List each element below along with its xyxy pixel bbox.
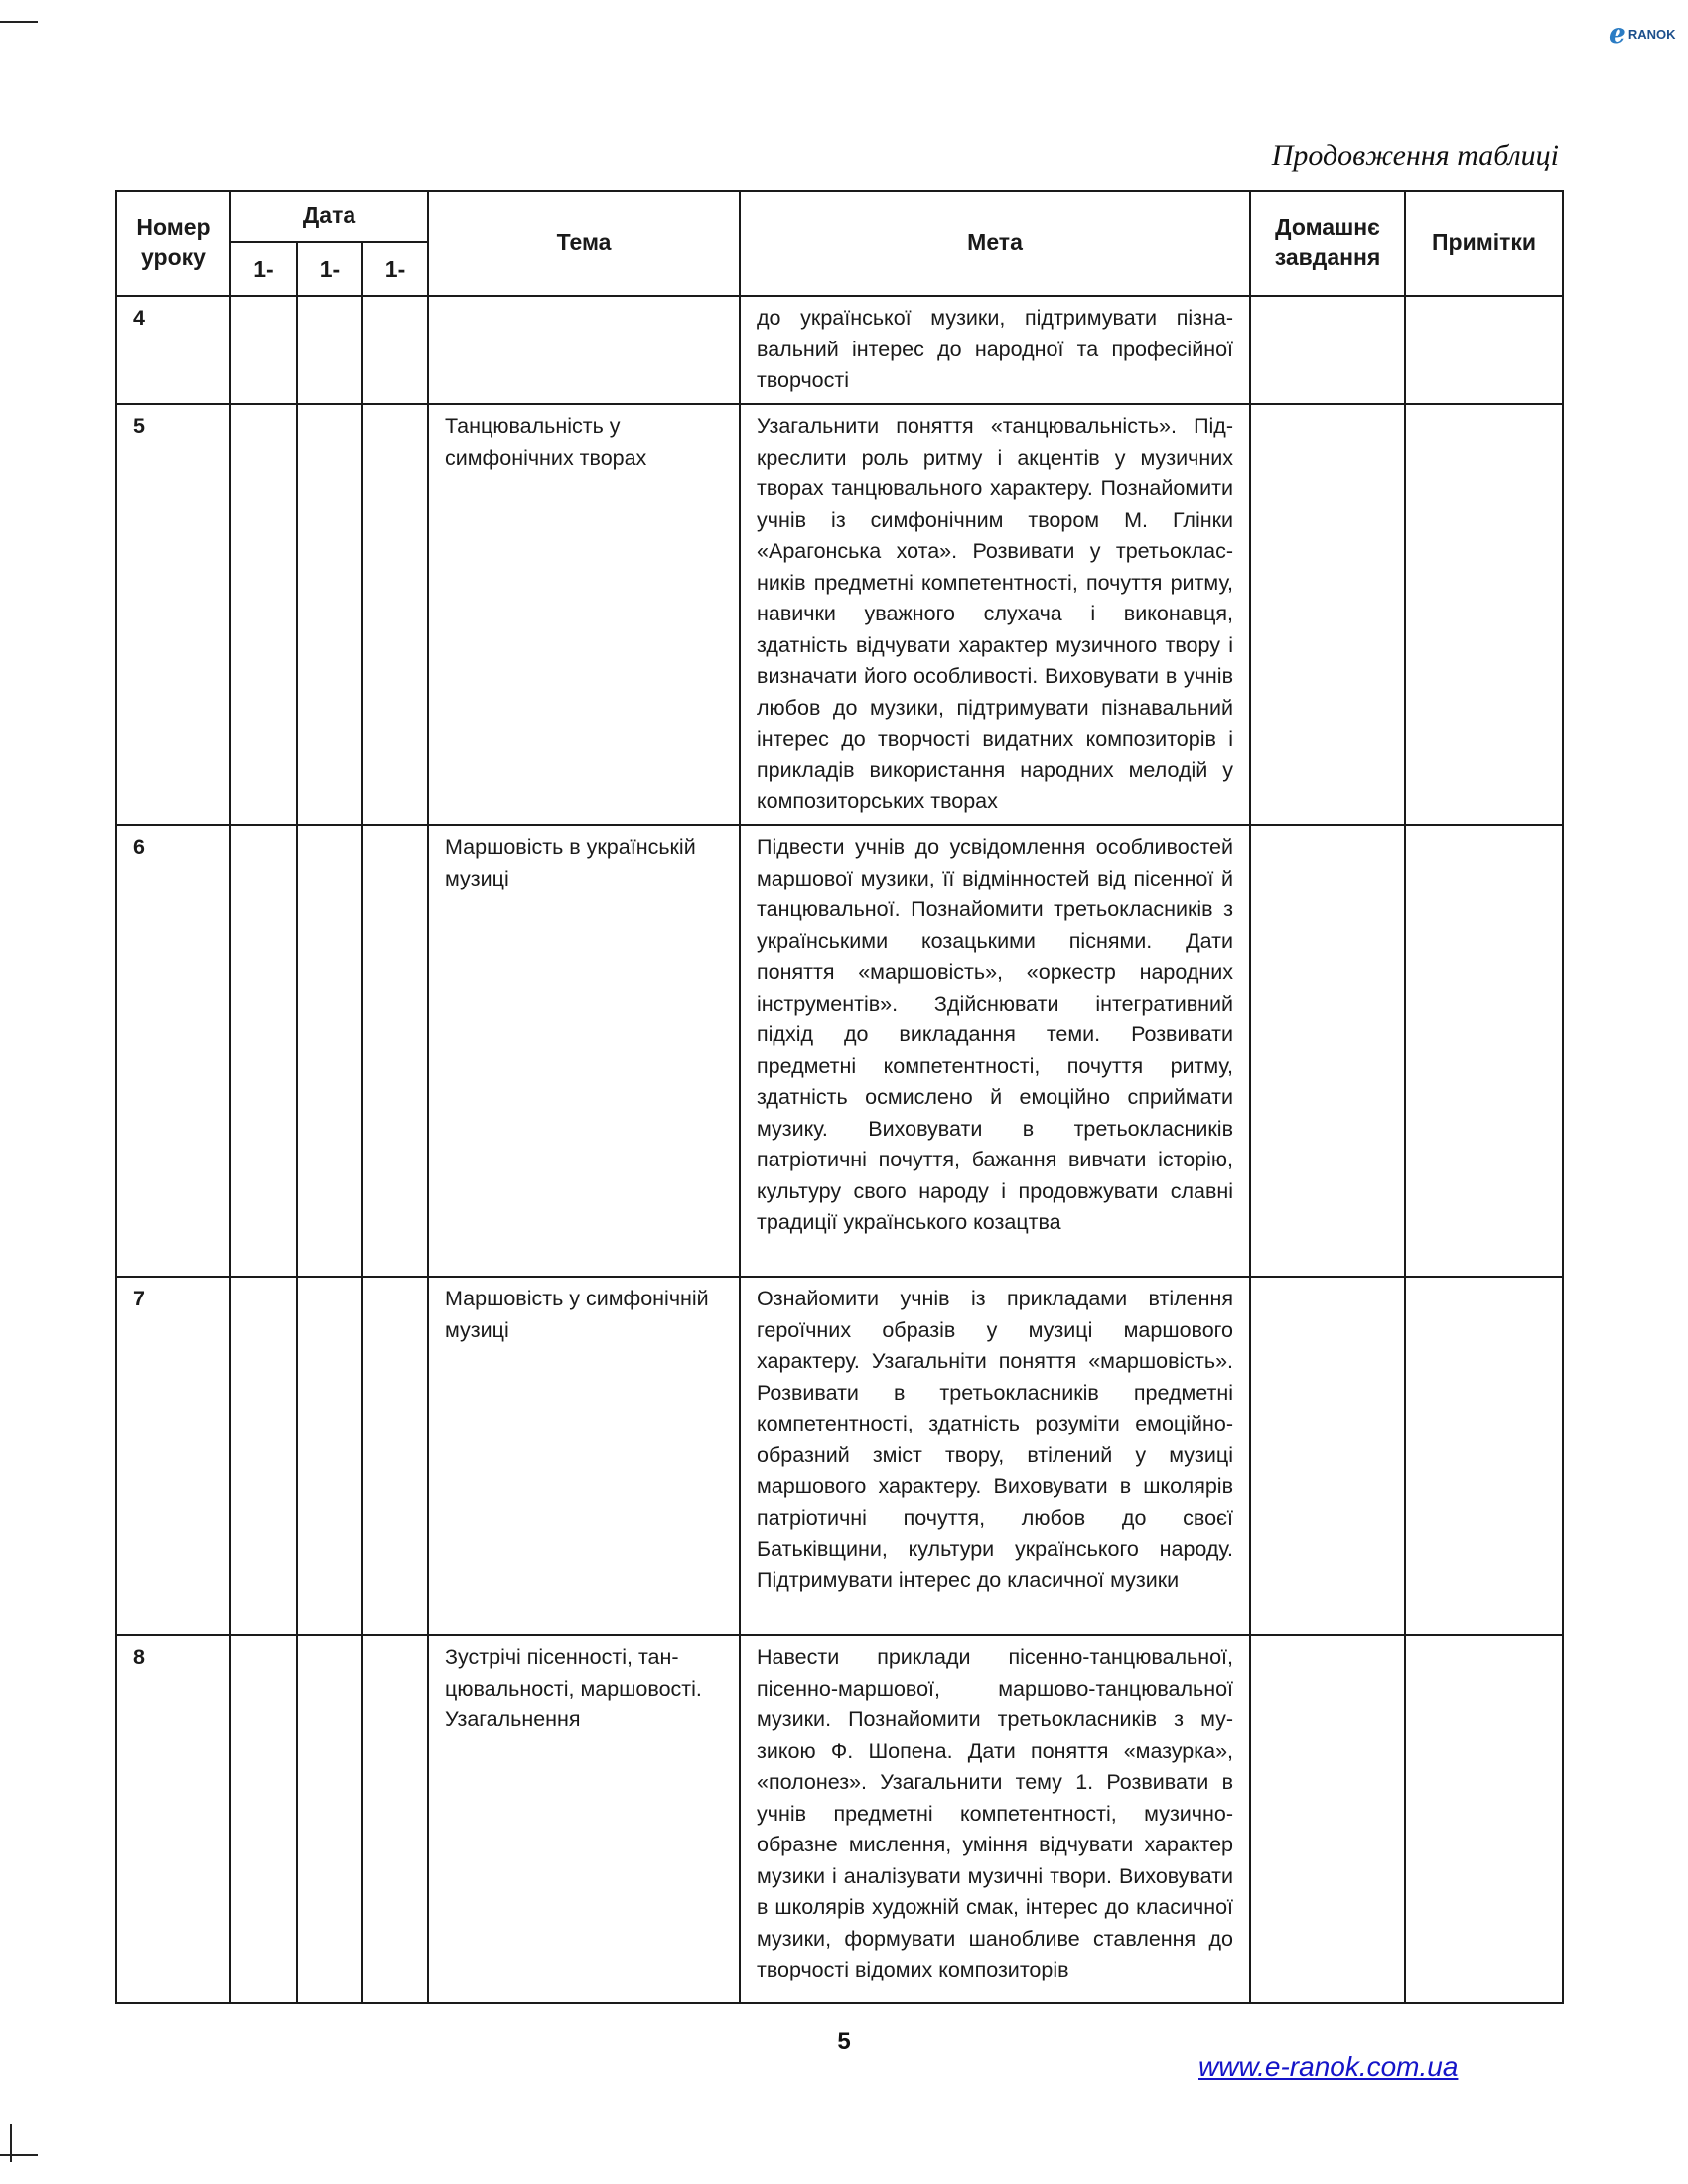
header-row [116, 191, 1563, 242]
date-cell [362, 1635, 428, 2003]
continuation-label: Продовження таблиці [1271, 139, 1559, 172]
logo-mark: e [1609, 17, 1626, 50]
date-cell [297, 296, 362, 404]
lesson-goal: Навести приклади пісенно-танцювальної, пісенно-маршової, маршово-танцювальної музики. Познайомити третьокласників з музикою Ф. Шопена. Дати поняття «мазурка», «полонез». Узагальнити тему 1. Розвивати в учнів предметні компетентності, музично-образне мислення, уміння відчувати характер музики і аналізувати музичні твори. Виховувати в школярів художній смак, інтерес до класичної музики, формувати шанобливе ставлення до творчості відомих композиторів [740, 1635, 1250, 2003]
date-cell [362, 404, 428, 825]
lesson-topic: Маршовість у симфонічній музиці [428, 1277, 740, 1635]
lesson-goal: Підвести учнів до усвідомлення особливостей маршової музики, її відмінностей від пісенної й танцювальної. Познайомити третьокласників з українськими козацькими піснями. Дати поняття «маршовість», «оркестр народних інструментів». Здійснювати інтегративний підхід до викладання теми. Розвивати предметні компетентності, почуття ритму, здатність осмислено й емоційно сприймати музику. Виховувати в третьокласників патріотичні почуття, бажання вивчати історію, культуру свого народу і продовжувати славні традиції українського козацтва [740, 825, 1250, 1277]
lesson-topic [428, 296, 740, 404]
lesson-topic: Зустрічі пісенності, танцювальності, маршовості. Узагальнення [428, 1635, 740, 2003]
lesson-plan-table [115, 190, 1564, 2004]
lesson-number: 7 [116, 1277, 230, 1635]
lesson-number: 8 [116, 1635, 230, 2003]
notes-cell [1405, 404, 1563, 825]
logo-text: RANOK [1627, 26, 1676, 42]
date-cell [230, 404, 297, 825]
lesson-goal: Узагальнити поняття «танцювальність». Підкреслити роль ритму і акцентів у музичних творах танцювального характеру. Познайомити учнів із симфонічним твором М. Глінки «Арагонська хота». Розвивати у третьокласників предметні компетентності, почуття ритму, навички уважного слухача і виконавця, здатність відчувати характер музичного твору і визначати його особливості. Виховувати в учнів любов до музики, підтримувати пізнавальний інтерес до творчості видатних композиторів і прикладів використання народних мелодій у композиторських творах [740, 404, 1250, 825]
date-cell [297, 404, 362, 825]
date-cell [297, 825, 362, 1277]
header-date: Дата [230, 191, 428, 242]
notes-cell [1405, 296, 1563, 404]
date-cell [230, 825, 297, 1277]
notes-cell [1405, 1277, 1563, 1635]
notes-cell [1405, 1635, 1563, 2003]
header-date-sub-1: 1- [230, 242, 297, 296]
header-lesson-number: Номер уроку [116, 191, 230, 296]
date-cell [362, 825, 428, 1277]
crop-mark-top-left [0, 21, 38, 23]
lesson-number: 4 [116, 296, 230, 404]
homework-cell [1250, 1635, 1405, 2003]
date-cell [362, 296, 428, 404]
lesson-number: 5 [116, 404, 230, 825]
header-homework: Домашнє завдання [1250, 191, 1405, 296]
table-row [116, 296, 1563, 404]
website-link[interactable]: www.e-ranok.com.ua [1198, 2051, 1459, 2082]
lesson-topic: Маршовість в українській музиці [428, 825, 740, 1277]
homework-cell [1250, 296, 1405, 404]
header-date-sub-3: 1- [362, 242, 428, 296]
date-cell [297, 1277, 362, 1635]
table-row [116, 825, 1563, 1277]
table-row [116, 404, 1563, 825]
date-cell [230, 1277, 297, 1635]
lesson-topic: Танцювальність у симфонічних творах [428, 404, 740, 825]
date-cell [230, 1635, 297, 2003]
table-row [116, 1277, 1563, 1635]
header-goal: Мета [740, 191, 1250, 296]
table-row [116, 1635, 1563, 2003]
publisher-logo [1609, 17, 1676, 50]
homework-cell [1250, 404, 1405, 825]
lesson-goal: до української музики, підтримувати пізнавальний інтерес до народної та професійної творчості [740, 296, 1250, 404]
date-cell [297, 1635, 362, 2003]
header-date-sub-2: 1- [297, 242, 362, 296]
page-number: 5 [837, 2028, 851, 2055]
header-notes: Примітки [1405, 191, 1563, 296]
date-cell [230, 296, 297, 404]
homework-cell [1250, 1277, 1405, 1635]
lesson-number: 6 [116, 825, 230, 1277]
header-topic: Тема [428, 191, 740, 296]
crop-mark-bottom-left-vertical [10, 2124, 12, 2162]
homework-cell [1250, 825, 1405, 1277]
crop-mark-bottom-left [0, 2154, 38, 2156]
notes-cell [1405, 825, 1563, 1277]
lesson-goal: Ознайомити учнів із прикладами втілення героїчних образів у музиці маршового характеру. Узагальніти поняття «маршовість». Розвивати в третьокласників предметні компетентності, здатність розуміти емоційно-образний зміст твору, втілений у музиці маршового характеру. Виховувати в школярів патріотичні почуття, любов до своєї Батьківщини, культури українського народу. Підтримувати інтерес до класичної музики [740, 1277, 1250, 1635]
date-cell [362, 1277, 428, 1635]
